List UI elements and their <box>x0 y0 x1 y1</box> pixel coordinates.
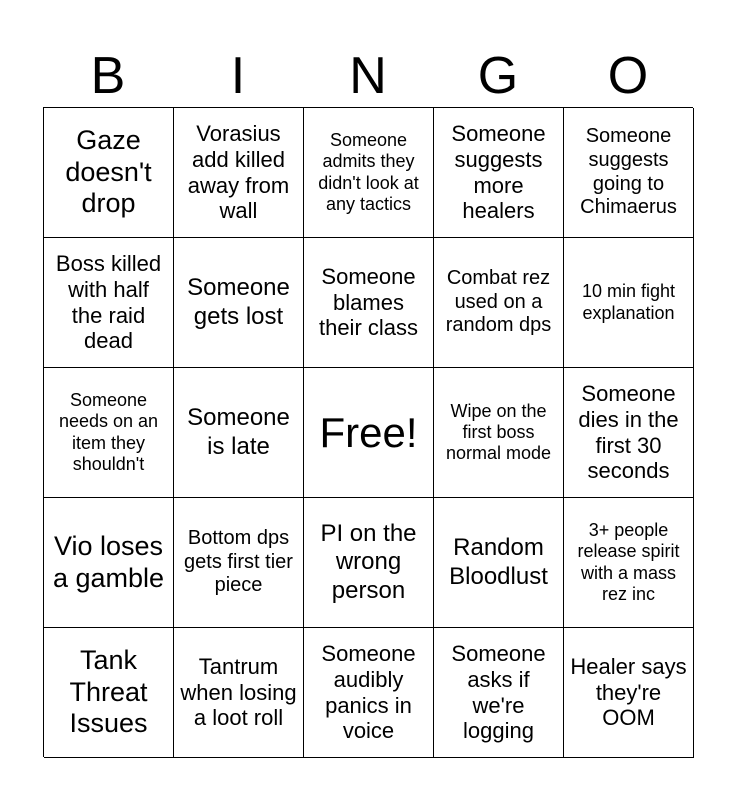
bingo-cell[interactable] <box>44 628 174 758</box>
bingo-cell[interactable] <box>434 238 564 368</box>
header-letter-i: I <box>230 47 246 105</box>
bingo-cell[interactable] <box>44 108 174 238</box>
cell-text: Random Bloodlust <box>449 534 548 590</box>
cell-text: Gaze doesn't drop <box>65 124 152 219</box>
bingo-cell[interactable] <box>434 628 564 758</box>
header-letter-b: B <box>90 47 126 105</box>
cell-text: Someone needs on an item they shouldn't <box>58 390 159 474</box>
bingo-cell[interactable] <box>564 368 694 498</box>
bingo-cell[interactable] <box>44 238 174 368</box>
cell-text: Boss killed with half the raid dead <box>55 250 162 354</box>
cell-text: PI on the wrong person <box>320 520 417 604</box>
bingo-cell[interactable] <box>174 238 304 368</box>
cell-text: Someone is late <box>187 404 290 460</box>
free-space-cell[interactable] <box>304 368 434 498</box>
bingo-cell[interactable] <box>434 108 564 238</box>
bingo-cell[interactable] <box>564 498 694 628</box>
bingo-cell[interactable] <box>564 238 694 368</box>
header-letter-g: G <box>477 47 519 105</box>
bingo-cell[interactable] <box>44 368 174 498</box>
cell-text: Tantrum when losing a loot roll <box>180 653 297 731</box>
cell-text: Someone suggests going to Chimaerus <box>580 125 677 219</box>
bingo-board <box>43 107 693 757</box>
cell-text: Bottom dps gets first tier piece <box>184 527 293 597</box>
cell-text: Someone asks if we're logging <box>451 640 546 744</box>
cell-text: Tank Threat Issues <box>69 644 148 739</box>
bingo-cell[interactable] <box>174 498 304 628</box>
cell-text: Vio loses a gamble <box>52 530 165 593</box>
header-letter-n: N <box>349 47 387 105</box>
bingo-cell[interactable] <box>174 628 304 758</box>
bingo-cell[interactable] <box>434 368 564 498</box>
cell-text: 3+ people release spirit with a mass rez inc <box>577 520 680 604</box>
cell-text: Vorasius add killed away from wall <box>187 120 290 224</box>
bingo-cell[interactable] <box>564 628 694 758</box>
bingo-cell[interactable] <box>304 238 434 368</box>
bingo-cell[interactable] <box>304 108 434 238</box>
cell-text: Someone admits they didn't look at any tactics <box>318 130 419 214</box>
bingo-cell[interactable] <box>304 628 434 758</box>
bingo-cell[interactable] <box>174 108 304 238</box>
cell-text: Someone audibly panics in voice <box>321 640 416 744</box>
cell-text: Someone blames their class <box>318 263 419 341</box>
free-space-text: Free! <box>319 408 418 456</box>
bingo-cell[interactable] <box>44 498 174 628</box>
cell-text: Someone dies in the first 30 seconds <box>578 380 679 484</box>
cell-text: Wipe on the first boss normal mode <box>445 400 552 464</box>
cell-text: Healer says they're OOM <box>570 653 687 731</box>
cell-text: Someone suggests more healers <box>451 120 546 224</box>
bingo-header <box>43 44 693 108</box>
cell-text: 10 min fight explanation <box>581 281 676 323</box>
bingo-cell[interactable] <box>174 368 304 498</box>
cell-text: Combat rez used on a random dps <box>445 267 552 337</box>
bingo-cell[interactable] <box>564 108 694 238</box>
bingo-cell[interactable] <box>434 498 564 628</box>
bingo-cell[interactable] <box>304 498 434 628</box>
cell-text: Someone gets lost <box>187 274 290 330</box>
header-letter-o: O <box>607 47 649 105</box>
